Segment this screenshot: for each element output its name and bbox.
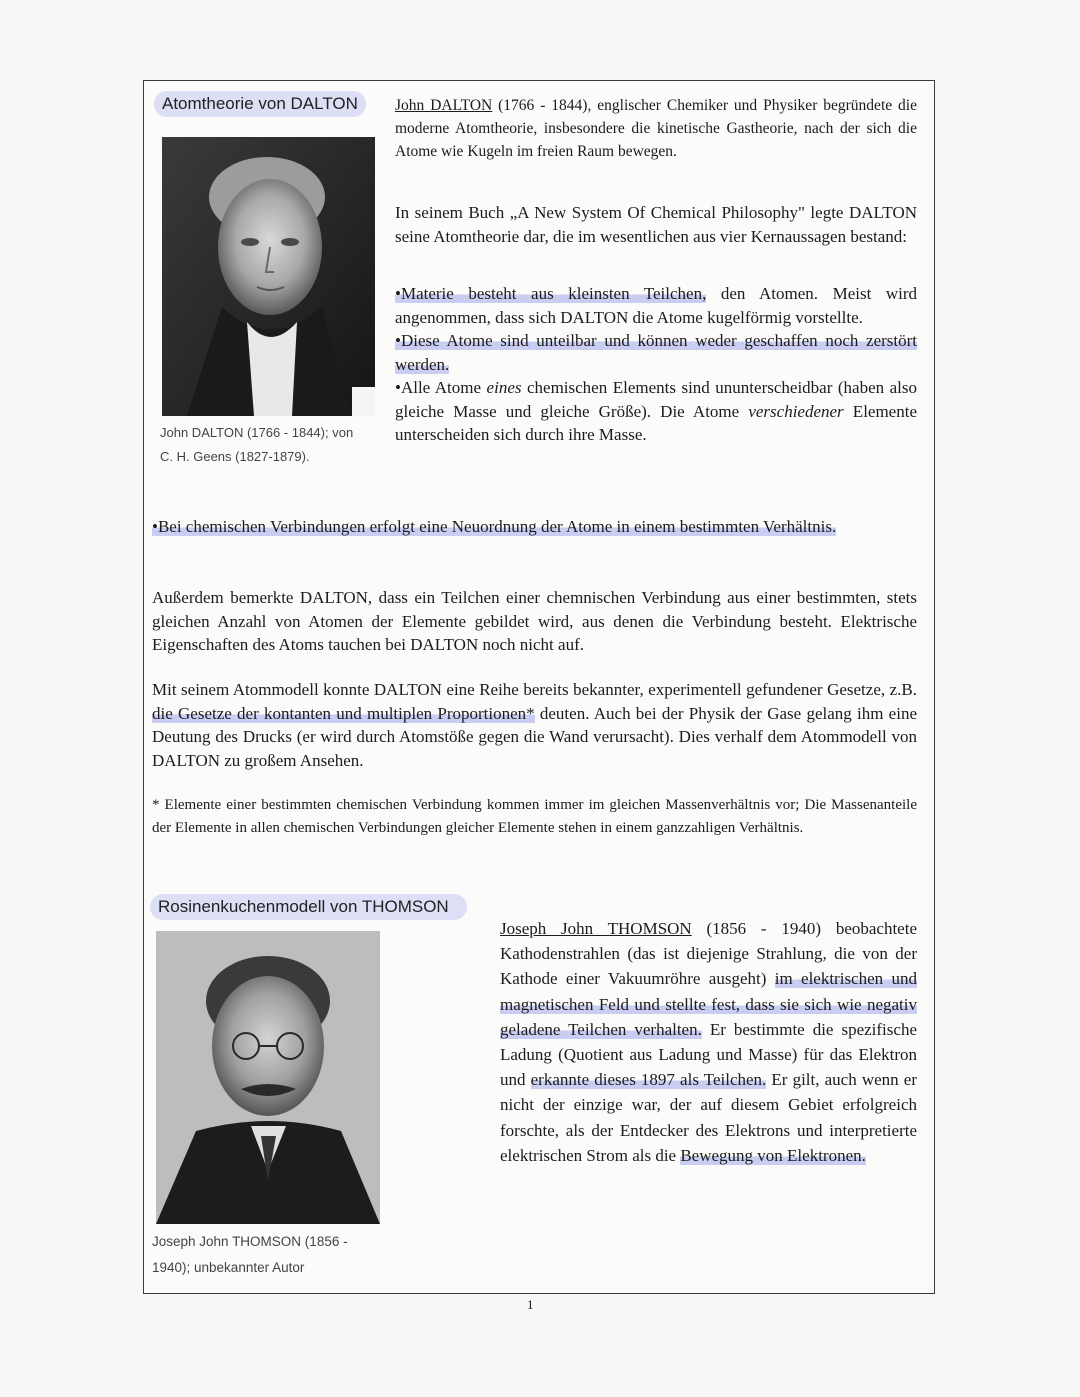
bullet-4: •Bei chemischen Verbindungen erfolgt eine Neuordnung der Atome in einem bestimmten Verhältnis.	[152, 517, 837, 536]
dalton-book-paragraph: In seinem Buch „A New System Of Chemical Philosophy" legte DALTON seine Atomtheorie dar, die im wesentlichen aus vier Kernaussagen bestand:	[395, 203, 917, 246]
thomson-portrait	[156, 931, 380, 1224]
dalton-caption: John DALTON (1766 - 1844); von C. H. Geens (1827-1879).	[160, 425, 354, 464]
bullet-2: •Diese Atome sind unteilbar und können weder geschaffen noch zerstört werden.	[395, 331, 917, 374]
dalton-intro: John DALTON (1766 - 1844), englischer Chemiker und Physiker begründete die moderne Atomtheorie, insbesondere die kinetische Gastheorie, nach der sich die Atome wie Kugeln im freien Raum bewegen.	[395, 97, 917, 160]
dalton-portrait	[162, 137, 375, 416]
paragraph-ausserdem: Außerdem bemerkte DALTON, dass ein Teilchen einer chemnischen Verbindung aus einer bestimmten, stets gleichen Anzahl von Atomen der Elemente gebildet wird, aus denen die Verbindung besteht. Elektrische Eigenschaften des Atoms tauchen bei DALTON noch nicht auf.	[152, 588, 917, 654]
dalton-bullets	[395, 282, 917, 447]
page-number: 1	[527, 1297, 534, 1312]
bullet-1: •Materie besteht aus kleinsten Teilchen, den Atomen. Meist wird angenommen, dass sich DALTON die Atome kugelförmig vorstellte.	[395, 284, 917, 327]
dalton-heading: Atomtheorie von DALTON	[154, 91, 366, 117]
thomson-caption: Joseph John THOMSON (1856 - 1940); unbekannter Autor	[152, 1234, 348, 1275]
footnote: * Elemente einer bestimmten chemischen Verbindung kommen immer im gleichen Massenverhältnis vor; Die Massenanteile der Elemente in allen chemischen Verbindungen gleicher Elemente stehen in einem ganzzahligen Verhältnis.	[152, 797, 917, 836]
thomson-paragraph: Joseph John THOMSON (1856 - 1940) beobachtete Kathodenstrahlen (das ist diejenige Strahlung, die von der Kathode einer Vakuumröhre ausgeht) im elektrischen und magnetischen Feld und stellte fest, dass sie sich wie negativ geladene Teilchen verhalten. Er bestimmte die spezifische Ladung (Quotient aus Ladung und Masse) für das Elektron und erkannte dieses 1897 als Teilchen. Er gilt, auch wenn er nicht der einzige war, der auf diesem Gebiet erfolgreich forschte, als der Entdecker des Elektrons und interpretierte elektrischen Strom als die Bewegung von Elektronen.	[500, 919, 917, 1165]
thomson-heading: Rosinenkuchenmodell von THOMSON	[150, 894, 467, 920]
bullet-3: •Alle Atome eines chemischen Elements sind ununterscheidbar (haben also gleiche Masse und gleiche Größe). Die Atome verschiedener Elemente unterscheiden sich durch ihre Masse.	[395, 378, 917, 444]
paragraph-atommodell: Mit seinem Atommodell konnte DALTON eine Reihe bereits bekannter, experimentell gefundener Gesetze, z.B. die Gesetze der kontanten und multiplen Proportionen* deuten. Auch bei der Physik der Gase gelang ihm eine Deutung des Drucks (er wird durch Atomstöße gegen die Wand verursacht). Dies verhalf dem Atommodell von DALTON zu großem Ansehen.	[152, 680, 917, 770]
